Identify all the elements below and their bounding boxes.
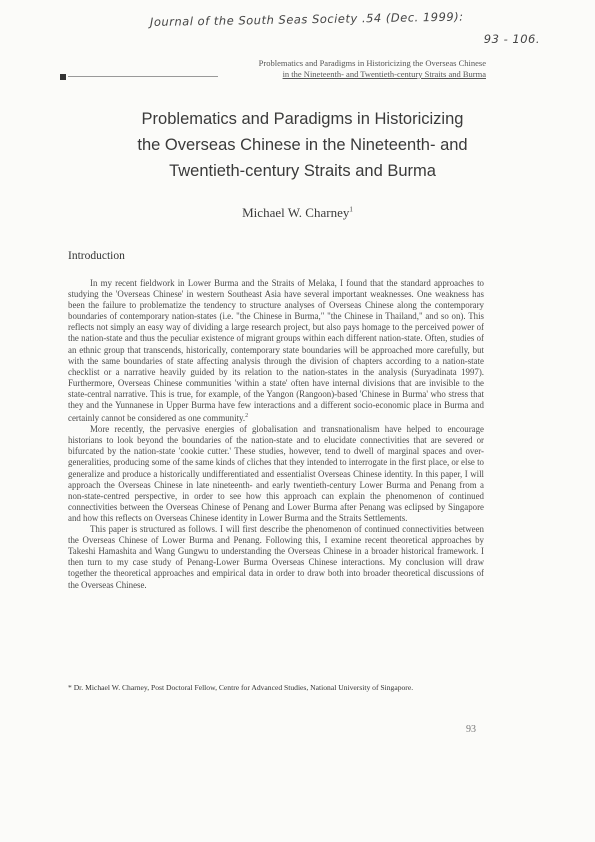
- footnote: * Dr. Michael W. Charney, Post Doctoral Fellow, Centre for Advanced Studies, National University of Singapore.: [68, 683, 414, 692]
- handwritten-line-1: Journal of the South Seas Society .54 (Dec. 1999):: [149, 9, 464, 29]
- running-header: [214, 58, 486, 79]
- paragraph: More recently, the pervasive energies of globalisation and transnationalism have helped to encourage historians to look beyond the boundaries of the nation-state and to elucidate connectivities that are severed or bifurcated by the nation-state 'cookie cutter.' These studies, however, tend to dwell of marginal spaces and over-generalities, producing some of the same kinds of cliches that they intended to interrogate in the first place, or else to generalize and produce a historically undifferentiated and essentialist Overseas Chinese identity. In this paper, I will approach the Overseas Chinese in late nineteenth- and early twentieth-century Lower Burma and Penang from a non-state-centred perspective, in order to see how this approach can explain the phenomenon of continued connectivities between the Overseas Chinese of Penang and Lower Burma after Penang was eclipsed by Singapore and how this reflects on Overseas Chinese identity in Lower Burma and the Straits Settlements.: [68, 424, 484, 523]
- title-line-3: Twentieth-century Straits and Burma: [169, 162, 436, 180]
- section-marker: [60, 74, 66, 80]
- paragraph-footnote-marker: 2: [245, 413, 249, 420]
- author-line: [0, 205, 595, 221]
- author-footnote-marker: 1: [349, 205, 353, 214]
- paragraph: In my recent fieldwork in Lower Burma and the Straits of Melaka, I found that the standard approaches to studying the 'Overseas Chinese' in western Southeast Asia have several important weaknesses. One weakness has been the failure to problematize the tendency to structure analyses of Overseas Chinese along the contemporary boundaries of contemporary nation-states (i.e. "the Chinese in Burma," "the Chinese in Thailand," and so on). This reflects not simply an easy way of dividing a large research project, but also pays homage to the perceived power of the nation-state and thus the peculiar existence of migrant groups within each different nation-state. Often, studies of an ethnic group that transcends, historically, contemporary state boundaries will be approached more carefully, but with the same boundaries of state affecting analysis through the division of chapters according to a nation-state checklist or a narrative heavily guided by its relation to the nation-states in the analysis (Suryadinata 1997). Furthermore, Overseas Chinese communities 'within a state' often have internal divisions that are invisible to the state-central narrative. This is true, for example, of the Yangon (Rangoon)-based 'Chinese in Burma' who stress that they and the Yunnanese in Upper Burma have few interactions and a different socio-economic place in Burma and certainly cannot be considered as one community.$^2$: [68, 278, 484, 424]
- handwritten-line-2: 93 - 106.: [483, 32, 540, 46]
- running-header-line-1: Problematics and Paradigms in Historicizing the Overseas Chinese: [258, 58, 486, 68]
- header-rule: [68, 76, 218, 77]
- body-text: [68, 278, 484, 591]
- handwritten-citation: [149, 9, 550, 48]
- title-line-1: Problematics and Paradigms in Historicizing: [141, 110, 464, 128]
- paper-title: [60, 106, 545, 184]
- running-header-line-2: in the Nineteenth- and Twentieth-century Straits and Burma: [282, 68, 486, 79]
- section-heading: Introduction: [68, 250, 125, 262]
- author-name: Michael W. Charney: [242, 205, 350, 220]
- paragraph: This paper is structured as follows. I will first describe the phenomenon of continued connectivities between the Overseas Chinese of Lower Burma and Penang. Following this, I examine recent theoretical approaches by Takeshi Hamashita and Wang Gungwu to understanding the Overseas Chinese in a broader historical framework. I then turn to my case study of Penang-Lower Burma Overseas Chinese interactions. My conclusion will draw together the theoretical approaches and empirical data in order to draw both into broader theoretical discussions of the Overseas Chinese.: [68, 524, 484, 590]
- title-line-2: the Overseas Chinese in the Nineteenth- and: [137, 136, 468, 154]
- page-number: 93: [466, 724, 476, 735]
